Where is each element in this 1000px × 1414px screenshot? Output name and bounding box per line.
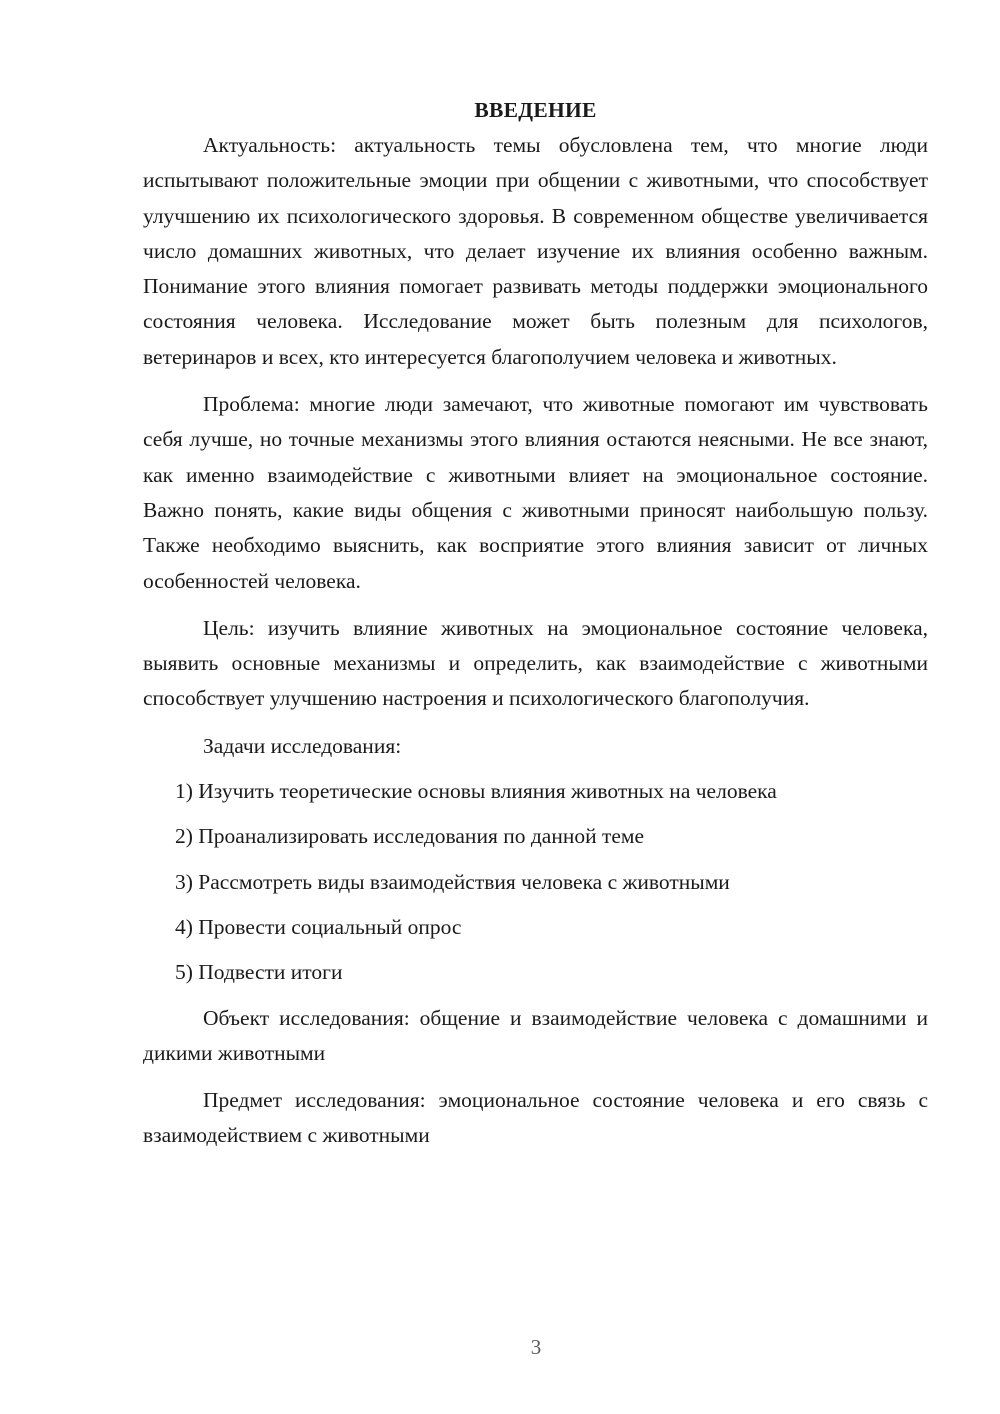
- tasks-list: [143, 774, 928, 990]
- tasks-heading: Задачи исследования:: [203, 733, 402, 758]
- page-content: [143, 94, 928, 1166]
- page-number: 3: [530, 1335, 542, 1359]
- paragraph-problem: Проблема: многие люди замечают, что животные помогают им чувствовать себя лучше, но точные механизмы этого влияния остаются неясными. Не все знают, как именно взаимодействие с животными влияет на эмоциональное состояние. Важно понять, какие виды общения с животными приносят наибольшую пользу. Также необходимо выяснить, как восприятие этого влияния зависит от личных особенностей человека.: [143, 392, 928, 593]
- list-item: 2) Проанализировать исследования по данной теме: [175, 824, 645, 849]
- paragraph-goal: Цель: изучить влияние животных на эмоциональное состояние человека, выявить основные механизмы и определить, как взаимодействие с животными способствует улучшению настроения и психологического благополучия.: [143, 615, 928, 711]
- paragraph-subject: Предмет исследования: эмоциональное состояние человека и его связь с взаимодействием с животными: [143, 1088, 928, 1148]
- paragraph-relevance: Актуальность: актуальность темы обусловлена тем, что многие люди испытывают положительные эмоции при общении с животными, что способствует улучшению их психологического здоровья. В современном обществе увеличивается число домашних животных, что делает изучение их влияния особенно важным. Понимание этого влияния помогает развивать методы поддержки эмоционального состояния человека. Исследование может быть полезным для психологов, ветеринаров и всех, кто интересуется благополучием человека и животных.: [143, 133, 928, 369]
- list-item: 1) Изучить теоретические основы влияния животных на человека: [175, 779, 777, 804]
- list-item: 3) Рассмотреть виды взаимодействия человека с животными: [175, 869, 730, 894]
- page-title: ВВЕДЕНИЕ: [474, 98, 597, 122]
- list-item: 4) Провести социальный опрос: [175, 914, 462, 939]
- paragraph-object: Объект исследования: общение и взаимодействие человека с домашними и дикими животными: [143, 1005, 928, 1065]
- list-item: 5) Подвести итоги: [175, 960, 343, 985]
